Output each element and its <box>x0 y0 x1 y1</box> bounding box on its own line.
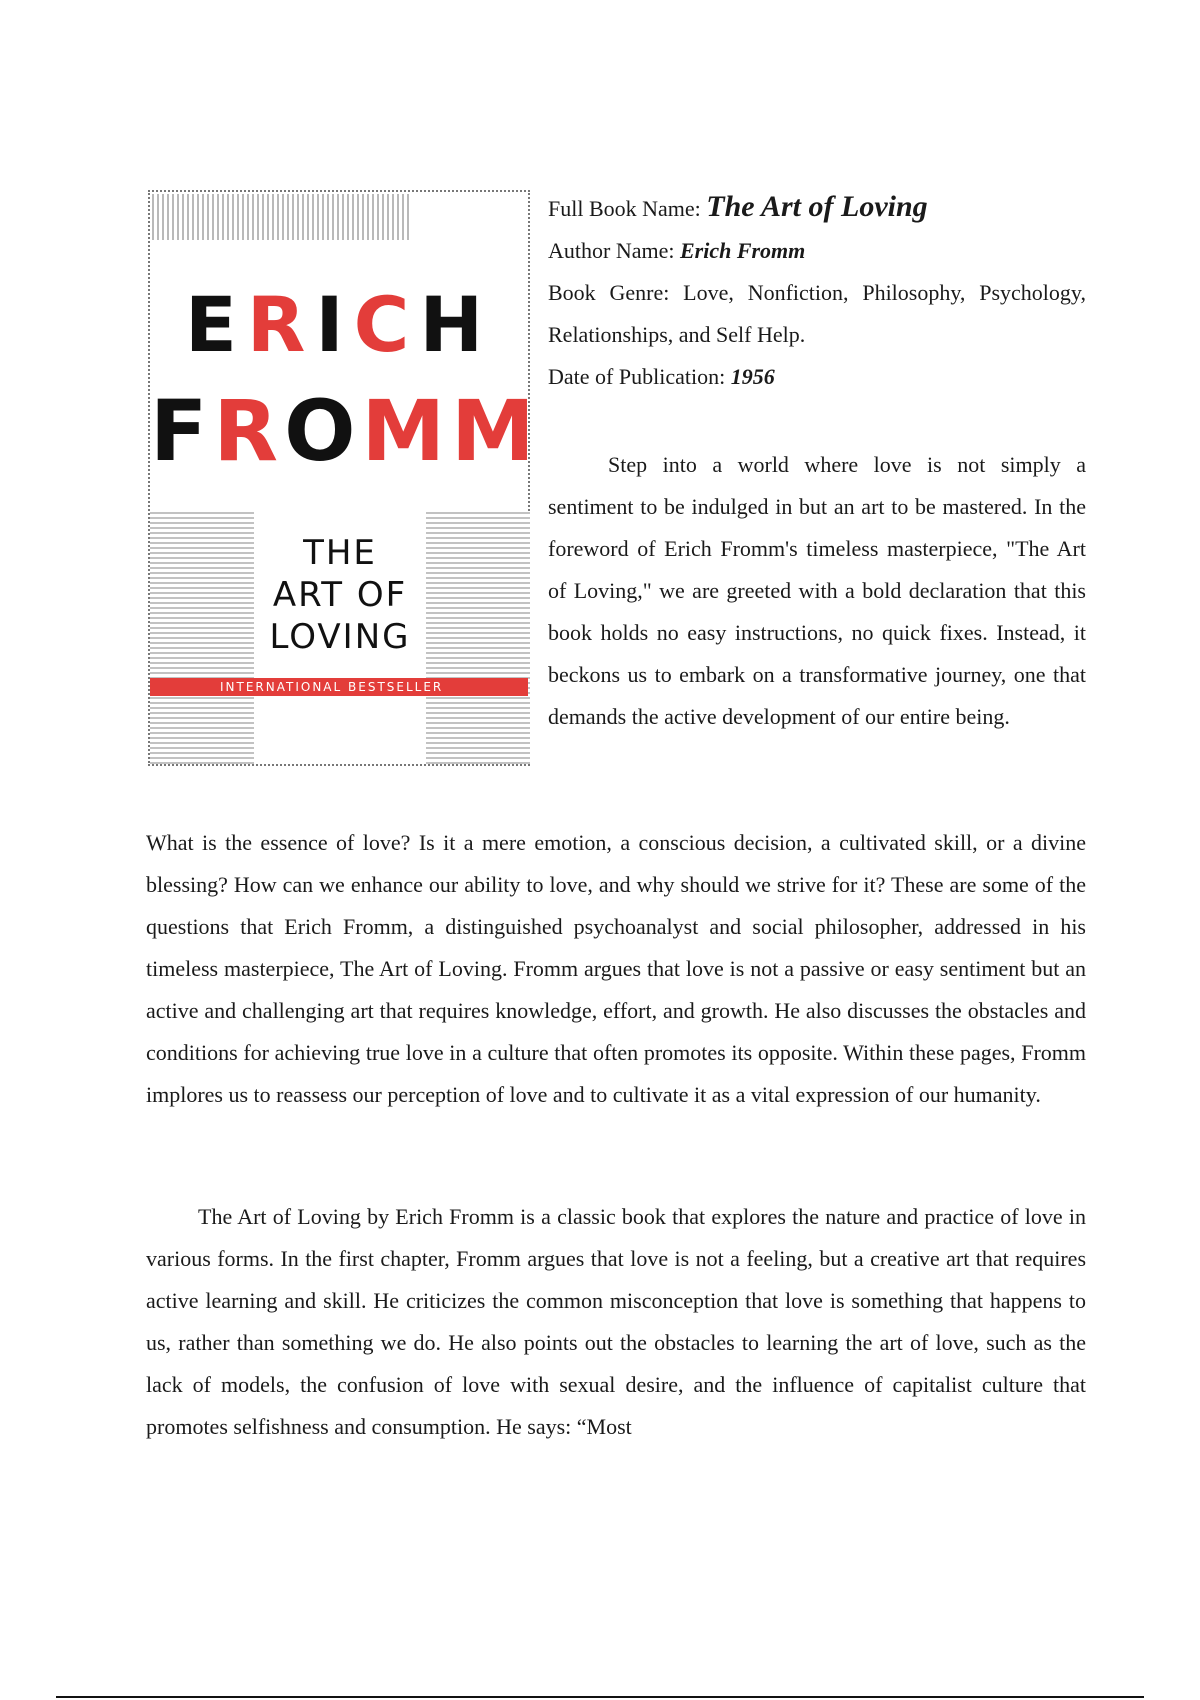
cover-title-line: ART OF <box>272 575 408 615</box>
publication-date: 1956 <box>730 364 775 389</box>
book-info <box>548 186 1086 398</box>
cover-letter: M <box>361 382 452 480</box>
book-genre: Book Genre: Love, Nonfiction, Philosophy, Psychology, Relationships, and Self Help. <box>548 280 1086 347</box>
cover-letter: H <box>419 280 494 369</box>
cover-letter: E <box>184 280 247 369</box>
cover-letter: I <box>315 280 354 369</box>
cover-author-first-name <box>150 280 528 369</box>
date-row <box>548 356 1086 398</box>
book-name: The Art of Loving <box>706 190 928 223</box>
cover-title <box>256 532 424 658</box>
cover-title-line: LOVING <box>269 617 411 657</box>
author-row <box>548 230 1086 272</box>
paragraph-essence: What is the essence of love? Is it a mere emotion, a conscious decision, a cultivated skill, or a divine blessing? How can we enhance our ability to love, and why should we strive for it? These are some of the questions that Erich Fromm, a distinguished psychoanalyst and social philosopher, addressed in his timeless masterpiece, The Art of Loving. Fromm argues that love is not a passive or easy sentiment but an active and challenging art that requires knowledge, effort, and growth. He also discusses the obstacles and conditions for achieving true love in a culture that often promotes its opposite. Within these pages, Fromm implores us to reassess our perception of love and to cultivate it as a vital expression of our humanity. <box>146 830 1086 1107</box>
cover-letter: R <box>213 382 285 480</box>
cover-title-line: THE <box>303 533 377 573</box>
cover-author-last-name <box>150 382 541 480</box>
cover-letter: C <box>353 280 420 369</box>
paragraph-intro: Step into a world where love is not simply a sentiment to be indulged in but an art to be mastered. In the foreword of Erich Fromm's timeless masterpiece, "The Art of Loving," we are greeted with a bold declaration that this book holds no easy instructions, no quick fixes. Instead, it beckons us to embark on a transformative journey, one that demands the active development of our entire being. <box>548 452 1086 729</box>
cover-right-stripes <box>426 512 530 764</box>
cover-letter: R <box>246 280 316 369</box>
book-name-label: Full Book Name: <box>548 196 707 221</box>
cover-letter: O <box>284 382 362 480</box>
cover-letter: F <box>150 382 214 480</box>
footer-rule <box>56 1696 1144 1698</box>
cover-bestseller-banner: INTERNATIONAL BESTSELLER <box>150 678 528 696</box>
cover-top-stripes <box>152 194 410 240</box>
cover-left-stripes <box>150 512 254 764</box>
author-label: Author Name: <box>548 238 680 263</box>
author-name: Erich Fromm <box>679 238 806 263</box>
book-cover-image <box>148 190 541 766</box>
date-label: Date of Publication: <box>548 364 731 389</box>
paragraph-summary: The Art of Loving by Erich Fromm is a classic book that explores the nature and practice of love in various forms. In the first chapter, Fromm argues that love is not a feeling, but a creative art that requires active learning and skill. He criticizes the common misconception that love is something that happens to us, rather than something we do. He also points out the obstacles to learning the art of love, such as the lack of models, the confusion of love with sexual desire, and the influence of capitalist culture that promotes selfishness and consumption. He says: “Most <box>146 1204 1086 1439</box>
cover-letter: M <box>451 382 541 480</box>
book-name-row <box>548 186 1086 230</box>
